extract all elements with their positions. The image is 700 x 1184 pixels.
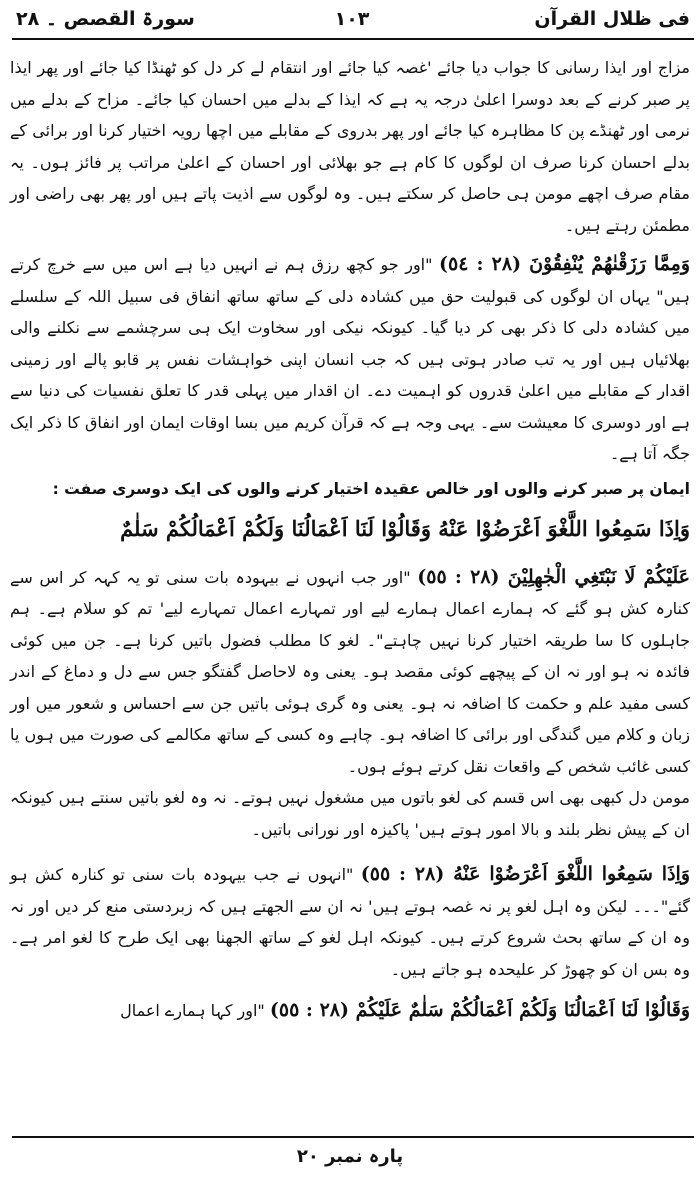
para-number: پارہ نمبر ٢٠ [296,1146,404,1167]
ayah-aaradu: وَاِذَا سَمِعُوا اللَّغْوَ اَعْرَضُوْا عَنْهُ (٢٨ : ٥٥) [360,863,690,885]
paragraph-qalu [10,995,690,1027]
surah-title: سورۃ القصص ۔ ٢٨ [16,8,195,30]
book-title: فی ظلال القرآن [534,8,690,30]
paragraph-ihsan: مزاج اور ایذا رسانی کا جواب دیا جائے 'غصہ کیا جائے اور انتقام لے کر دل کو ٹھنڈا کیا جائے اور پھر ایذا پر صبر کرنے کے بعد دوسرا اعلیٰ درجہ یہ ہے کہ ایذا کے بدلے میں احسان کیا جائے۔ مزاح کے بدلے میں نرمی اور ٹھنڈے پن کا مظاہرہ کیا جائے اور پھر بدروی کے مقابلے میں اچھا رویہ اختیار کرنا اور برائی کے بدلے احسان کرنا صرف ان لوگوں کا کام ہے جو بھلائی اور احسان کے اعلیٰ مراتب پر فائز ہوں۔ یہ مقام صرف اچھے مومن ہی حاصل کر سکتے ہیں۔ وہ لوگوں سے اذیت پاتے ہیں اور پھر بھی راضی اور مطمئن رہتے ہیں۔ [10,58,691,235]
page-header [12,6,692,40]
paragraph-aaradu [10,859,690,985]
ayah-jahilin: عَلَيْكُمْ لَا نَبْتَغِي الْجٰهِلِيْنَ (٢٨ : ٥٥) [417,565,691,588]
paragraph-infaq [10,249,690,470]
paragraph-qalu-text: "اور کہا ہمارے اعمال [120,1001,265,1020]
footer-rule [12,1136,694,1138]
paragraph-infaq-text: "اور جو کچھ رزق ہم نے انہیں دیا ہے اس میں سے خرچ کرتے ہیں" یہاں ان لوگوں کی قبولیت حق میں کشادہ دلی کے ساتھ ساتھ انفاق فی سبیل اللہ کے سلسلے میں کشادہ دلی کا ذکر بھی کر دیا گیا۔ کیونکہ نیکی اور سخاوت ایک ہی سرچشمے سے نکلنے والی بھلائیاں ہیں اور یہ تب صادر ہوتی ہیں کہ جب انسان اپنی خواہشات نفس پر قابو پالے اور زمینی اقدار کے مقابلے میں اعلیٰ قدروں کو اہمیت دے۔ ان اقدار میں پہلی قدر کا تعلق نفسیات کی دنیا سے ہے اور دوسری کا معیشت سے۔ یہی وجہ ہے کہ قرآن کریم میں بسا اوقات ایمان اور انفاق کا ذکر ایک جگہ آتا ہے۔ [10,255,691,463]
ayah-qalu: وَقَالُوْا لَنَا اَعْمَالُنَا وَلَكُمْ اَعْمَالُكُمْ سَلٰمٌ عَلَيْكُمْ (٢٨ : ٥٥) [269,999,690,1021]
page-number: ١٠٣ [334,8,370,30]
header-rule [12,38,694,40]
paragraph-aaradu-text: "انہوں نے جب بیہودہ بات سنی تو کنارہ کش ہو گئے"۔۔۔ لیکن وہ اہل لغو پر نہ غصہ ہوتے ہیں' نہ ان سے الجھتے ہیں کہ زبردستی منع کر دیں اور نہ وہ ان کے ساتھ بحث شروع کرتے ہیں۔ کیونکہ اہل لغو کے ساتھ الجھنا بھی ایک طرح کا لغو امر ہے۔ وہ بس ان کو چھوڑ کر علیحدہ ہو جاتے ہیں۔ [10,865,690,979]
section-heading: ایمان پر صبر کرنے والوں اور خالص عقیدہ اختیار کرنے والوں کی ایک دوسری صفت : [52,479,690,498]
paragraph-momin: مومن دل کبھی بھی اس قسم کی لغو باتوں میں مشغول نہیں ہوتے۔ نہ وہ لغو باتیں سنتے ہیں کیونکہ ان کے پیش نظر بلند و بالا امور ہوتے ہیں' پاکیزہ اور نورانی باتیں۔ [10,788,690,839]
ayah-infaq: وَمِمَّا رَزَقْنٰهُمْ يُنْفِقُوْنَ (٢٨ : ٥٤) [439,253,690,275]
paragraph-laghw-text: "اور جب انہوں نے بیہودہ بات سنی تو یہ کہہ کر اس سے کنارہ کش ہو گئے کہ ہمارے اعمال ہمارے لیے اور تمہارے اعمال تمہارے لیے' تم کو سلام ہے۔ ہم جاہلوں کا سا طریقہ اختیار کرنا نہیں چاہتے"۔ لغو کا مطلب فضول باتیں کرنا ہے۔ جن میں کوئی فائدہ نہ ہو اور نہ ان کے پیچھے کوئی مقصد ہو۔ یعنی وہ لاحاصل گفتگو جس سے دل و دماغ کے اندر کسی مفید علم و حکمت کا اضافہ نہ ہو۔ یعنی وہ گری ہوئی باتیں جن سے احساس و شعور میں اور زبان و کلام میں گندگی اور برائی کا اضافہ ہو۔ چاہے وہ کسی کے ساتھ مکالمے کی صورت میں ہوں یا کسی غائب شخص کے واقعات نقل کرتے ہوئے ہوں۔ [10,567,690,776]
ayah-full-line: وَاِذَا سَمِعُوا اللَّغْوَ اَعْرَضُوْا عَنْهُ وَقَالُوْا لَنَا اَعْمَالُنَا وَلَكُمْ اَعْمَالُكُمْ سَلٰمٌ [120,515,690,541]
paragraph-laghw [10,562,690,783]
page-body [10,52,690,1027]
